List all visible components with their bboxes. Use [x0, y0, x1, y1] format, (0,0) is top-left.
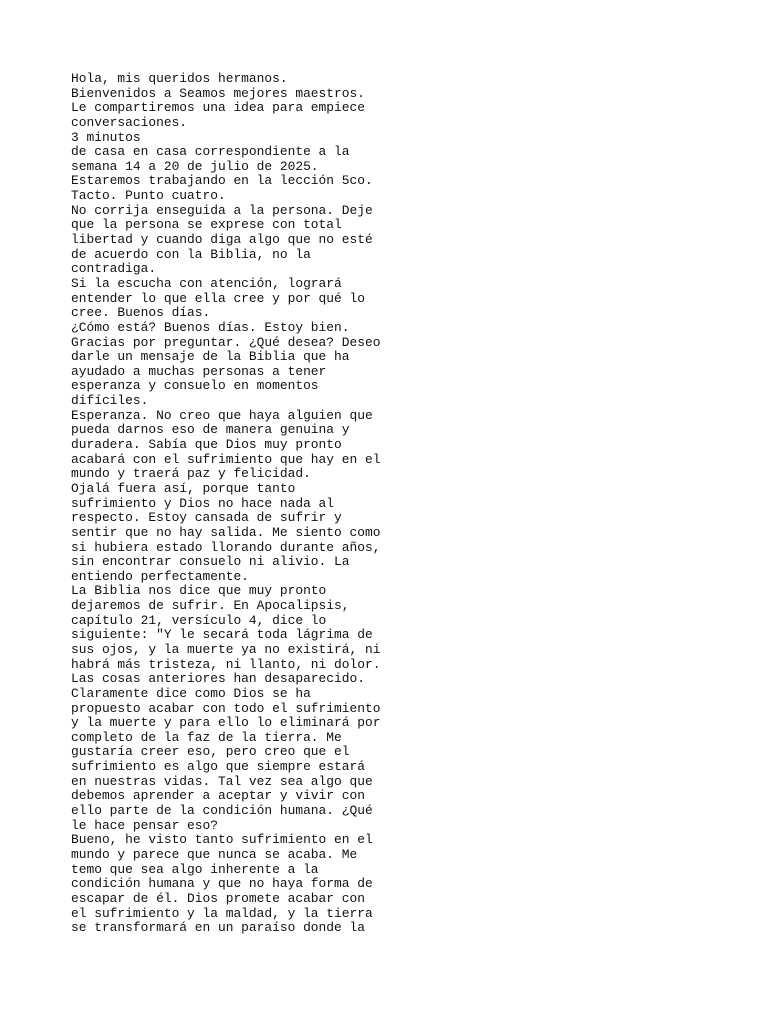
text-line: sin encontrar consuelo ni alivio. La — [71, 554, 350, 570]
text-line: Le compartiremos una idea para empiece — [71, 100, 365, 116]
text-line: que la persona se exprese con total — [71, 217, 342, 233]
text-line: ello parte de la condición humana. ¿Qué — [71, 803, 373, 819]
text-line: pueda darnos eso de manera genuina y — [71, 422, 350, 438]
text-line: mundo y parece que nunca se acaba. Me — [71, 846, 358, 862]
text-line: Si la escucha con atención, logrará — [71, 275, 342, 291]
text-line: No corrija enseguida a la persona. Deje — [71, 202, 373, 218]
text-line: contradiga. — [71, 261, 157, 277]
text-line: habrá más tristeza, ni llanto, ni dolor. — [71, 656, 381, 672]
text-line: entender lo que ella cree y por qué lo — [71, 290, 365, 306]
text-line: ¿Cómo está? Buenos días. Estoy bien. — [71, 319, 350, 335]
text-line: Ojalá fuera así, porque tanto — [71, 480, 296, 496]
text-line: La Biblia nos dice que muy pronto — [71, 583, 327, 599]
text-line: Claramente dice como Dios se ha — [71, 685, 311, 701]
text-line: 3 minutos — [71, 129, 141, 145]
text-line: de acuerdo con la Biblia, no la — [71, 246, 311, 262]
text-line: propuesto acabar con todo el sufrimiento — [71, 700, 381, 716]
text-line: Bueno, he visto tanto sufrimiento en el — [71, 832, 373, 848]
text-line: capítulo 21, versículo 4, dice lo — [71, 612, 327, 628]
text-line: difíciles. — [71, 393, 149, 409]
text-line: sentir que no hay salida. Me siento como — [71, 524, 381, 540]
text-line: temo que sea algo inherente a la — [71, 861, 319, 877]
text-line: de casa en casa correspondiente a la — [71, 144, 350, 160]
text-line: acabará con el sufrimiento que hay en el — [71, 451, 381, 467]
text-line: libertad y cuando diga algo que no esté — [71, 232, 373, 248]
text-line: debemos aprender a aceptar y vivir con — [71, 788, 365, 804]
text-line: gustaría creer eso, pero creo que el — [71, 744, 350, 760]
text-line: se transformará en un paraíso donde la — [71, 920, 365, 936]
text-line: si hubiera estado llorando durante años, — [71, 539, 381, 555]
text-line: condición humana y que no haya forma de — [71, 876, 373, 892]
text-line: en nuestras vidas. Tal vez sea algo que — [71, 773, 373, 789]
text-line: entiendo perfectamente. — [71, 568, 249, 584]
text-line: conversaciones. — [71, 114, 188, 130]
text-line: dejaremos de sufrir. En Apocalipsis, — [71, 598, 350, 614]
text-line: mundo y traerá paz y felicidad. — [71, 466, 311, 482]
text-line: le hace pensar eso? — [71, 817, 218, 833]
text-line: esperanza y consuelo en momentos — [71, 378, 319, 394]
text-line: darle un mensaje de la Biblia que ha — [71, 349, 350, 365]
text-line: Bienvenidos a Seamos mejores maestros. — [71, 85, 365, 101]
text-line: el sufrimiento y la maldad, y la tierra — [71, 905, 373, 921]
text-line: Esperanza. No creo que haya alguien que — [71, 407, 373, 423]
text-line: Hola, mis queridos hermanos. — [71, 71, 288, 86]
text-line: sufrimiento y Dios no hace nada al — [71, 495, 335, 511]
text-line: completo de la faz de la tierra. Me — [71, 729, 342, 745]
text-line: Tacto. Punto cuatro. — [71, 188, 226, 204]
text-line: respecto. Estoy cansada de sufrir y — [71, 510, 342, 526]
text-line: escapar de él. Dios promete acabar con — [71, 890, 365, 906]
text-line: Gracias por preguntar. ¿Qué desea? Deseo — [71, 334, 381, 350]
document-text-block — [71, 72, 391, 936]
text-line: y la muerte y para ello lo eliminará por — [71, 715, 381, 731]
text-line: cree. Buenos días. — [71, 305, 211, 321]
text-line: duradera. Sabía que Dios muy pronto — [71, 437, 342, 453]
text-line: ayudado a muchas personas a tener — [71, 363, 327, 379]
text-line: Las cosas anteriores han desaparecido. — [71, 671, 365, 687]
text-line: sufrimiento es algo que siempre estará — [71, 759, 365, 775]
text-line: semana 14 a 20 de julio de 2025. — [71, 158, 319, 174]
text-line: siguiente: "Y le secará toda lágrima de — [71, 627, 373, 643]
text-line: sus ojos, y la muerte ya no existirá, ni — [71, 641, 381, 657]
text-line: Estaremos trabajando en la lección 5co. — [71, 173, 373, 189]
